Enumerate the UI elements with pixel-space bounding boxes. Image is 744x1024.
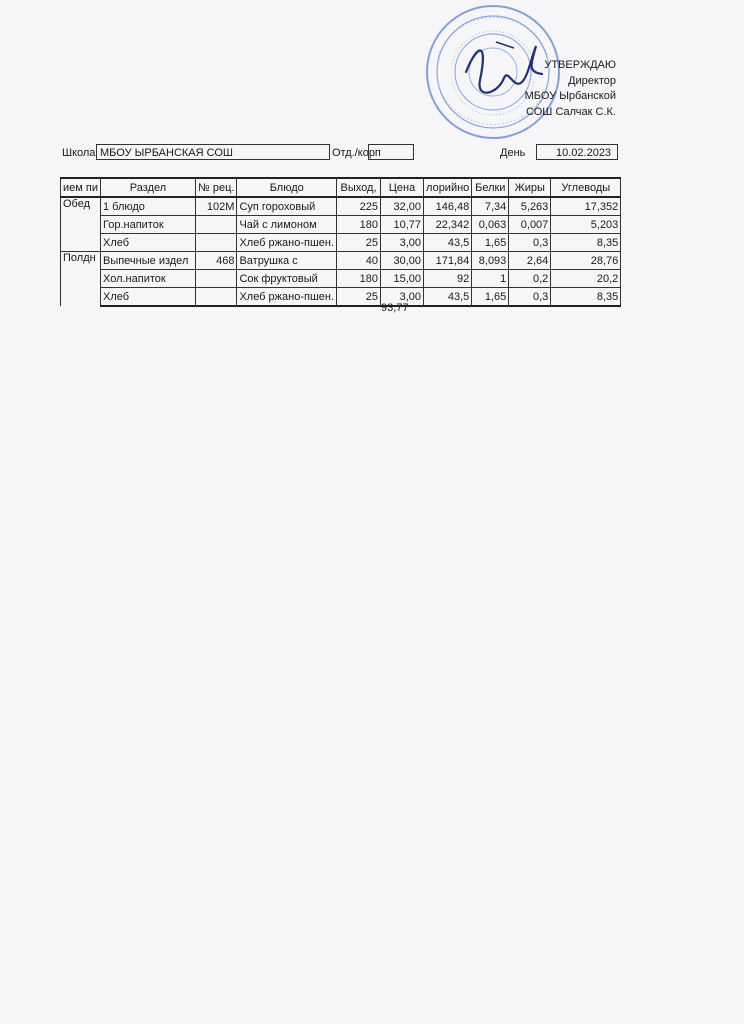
fat-cell: 5,263: [509, 197, 551, 216]
protein-cell: 0,063: [472, 216, 509, 234]
recipe-cell: [195, 234, 236, 252]
dept-label: Отд./корп: [332, 147, 381, 159]
carbs-cell: 8,35: [551, 234, 621, 252]
carbs-cell: 8,35: [551, 288, 621, 307]
kcal-cell: 92: [424, 270, 472, 288]
price-cell: 3,00: [381, 288, 424, 307]
dish-cell: Хлеб ржано-пшен.: [237, 288, 337, 307]
fat-cell: 2,64: [509, 252, 551, 270]
col-header-carbs: Углеводы: [551, 178, 621, 197]
carbs-cell: 5,203: [551, 216, 621, 234]
carbs-cell: 17,352: [551, 197, 621, 216]
approval-organization: МБОУ Ырбанской: [524, 90, 616, 102]
carbs-cell: 20,2: [551, 270, 621, 288]
yield-cell: 225: [337, 197, 381, 216]
fat-cell: 0,007: [509, 216, 551, 234]
price-cell: 30,00: [381, 252, 424, 270]
approval-name: СОШ Салчак С.К.: [526, 105, 616, 118]
approval-title: УТВЕРЖДАЮ: [544, 59, 616, 71]
fat-cell: 0,2: [509, 270, 551, 288]
fat-cell: 0,3: [509, 288, 551, 307]
table-row: [61, 216, 621, 234]
price-cell: 10,77: [381, 216, 424, 234]
yield-cell: 25: [337, 234, 381, 252]
meal-cell: Обед: [61, 197, 101, 252]
yield-cell: 180: [337, 216, 381, 234]
col-header-fat: Жиры: [509, 178, 551, 197]
table-row: [61, 252, 621, 270]
col-header-yield: Выход,: [337, 178, 381, 197]
recipe-cell: [195, 270, 236, 288]
section-cell: Хол.напиток: [100, 270, 195, 288]
yield-cell: 180: [337, 270, 381, 288]
kcal-cell: 43,5: [424, 234, 472, 252]
dish-cell: Чай с лимоном: [237, 216, 337, 234]
protein-cell: 1,65: [472, 234, 509, 252]
protein-cell: 1: [472, 270, 509, 288]
price-cell: 3,00: [381, 234, 424, 252]
section-cell: Гор.напиток: [100, 216, 195, 234]
col-header-section: Раздел: [100, 178, 195, 197]
yield-cell: 40: [337, 252, 381, 270]
col-header-protein: Белки: [472, 178, 509, 197]
col-header-price: Цена: [381, 178, 424, 197]
recipe-cell: 468: [195, 252, 236, 270]
table-row: [61, 234, 621, 252]
approval-block: [525, 58, 616, 120]
date-value: 10.02.2023: [556, 147, 612, 159]
approval-position: Директор: [568, 74, 616, 87]
dish-cell: Суп гороховый: [237, 197, 337, 216]
section-cell: Хлеб: [100, 288, 195, 307]
col-header-kcal: лорийно: [424, 178, 472, 197]
section-cell: Хлеб: [100, 234, 195, 252]
school-value: МБОУ ЫРБАНСКАЯ СОШ: [100, 147, 233, 159]
yield-cell: 25: [337, 288, 381, 307]
section-cell: Выпечные издел: [100, 252, 195, 270]
table-header-row: [61, 178, 621, 197]
menu-table: [60, 177, 621, 307]
recipe-cell: 102М: [195, 197, 236, 216]
kcal-cell: 146,48: [424, 197, 472, 216]
kcal-cell: 22,342: [424, 216, 472, 234]
dish-cell: Сок фруктовый: [237, 270, 337, 288]
dish-cell: Хлеб ржано-пшен.: [237, 234, 337, 252]
table-row: [61, 270, 621, 288]
table-row: [61, 288, 621, 307]
protein-cell: 8,093: [472, 252, 509, 270]
recipe-cell: [195, 288, 236, 307]
dish-cell: Ватрушка с: [237, 252, 337, 270]
meal-cell: Полдн: [61, 252, 101, 307]
price-cell: 32,00: [381, 197, 424, 216]
section-cell: 1 блюдо: [100, 197, 195, 216]
school-label: Школа: [62, 147, 96, 159]
day-label: День: [500, 147, 526, 159]
col-header-meal: ием пи: [61, 178, 101, 197]
protein-cell: 7,34: [472, 197, 509, 216]
col-header-recipe: № рец.: [195, 178, 236, 197]
protein-cell: 1,65: [472, 288, 509, 307]
fat-cell: 0,3: [509, 234, 551, 252]
price-cell: 15,00: [381, 270, 424, 288]
total-price: 93,77: [381, 302, 409, 314]
kcal-cell: 171,84: [424, 252, 472, 270]
recipe-cell: [195, 216, 236, 234]
carbs-cell: 28,76: [551, 252, 621, 270]
table-row: [61, 197, 621, 216]
col-header-dish: Блюдо: [237, 178, 337, 197]
dept-field: [368, 144, 414, 160]
kcal-cell: 43,5: [424, 288, 472, 307]
